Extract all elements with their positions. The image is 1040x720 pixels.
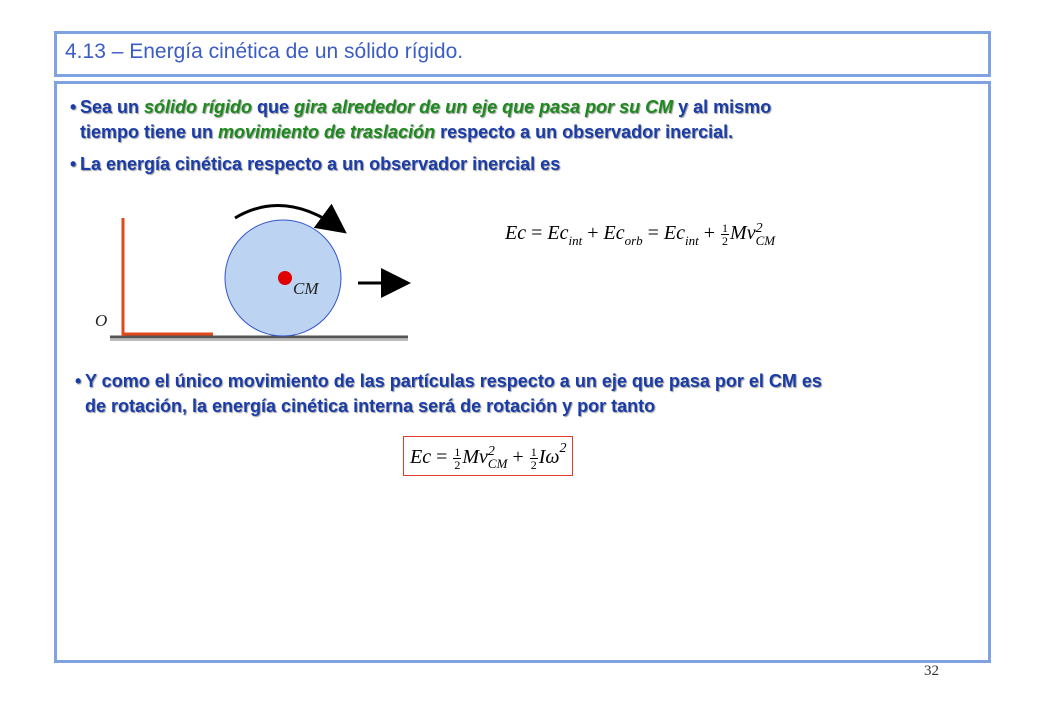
formula-kinetic-energy — [505, 222, 775, 249]
formula-operator: = — [526, 222, 548, 245]
title-box — [54, 31, 991, 77]
bullet-3-text-line-2: de rotación, la energía cinética interna será de rotación y por tanto — [85, 396, 656, 416]
rolling-disk-diagram — [80, 190, 440, 360]
fraction-numerator: 1 — [454, 444, 461, 459]
formula-subscript: CM — [755, 232, 776, 248]
origin-label: O — [95, 311, 108, 330]
formula-subscript: int — [685, 233, 699, 249]
page-number: 32 — [924, 663, 939, 679]
formula-subscript: CM — [487, 456, 508, 472]
bullet-1-highlight-a: sólido rígido — [144, 97, 253, 117]
formula-term: Ec — [603, 222, 625, 245]
fraction-numerator: 1 — [530, 444, 537, 459]
bullet-1-text-c: y al mismo — [673, 97, 772, 117]
formula-term: Mv — [730, 222, 756, 245]
formula-operator: + — [507, 446, 529, 468]
formula-term: Ec — [547, 222, 569, 245]
formula-superscript: 2 — [559, 441, 567, 456]
formula-operator: + — [698, 222, 721, 245]
formula-subscript: int — [568, 233, 583, 249]
fraction-one-half — [721, 222, 729, 247]
bullet-1-text-a: Sea un — [80, 97, 145, 117]
bullet-2-text: La energía cinética respecto a un observador inercial es — [80, 154, 561, 174]
formula-term: Mv — [462, 446, 488, 468]
fraction-denominator: 2 — [722, 234, 729, 248]
bullet-1-text-d: tiempo tiene un — [80, 122, 219, 142]
formula-term: Ec — [505, 222, 527, 245]
fraction-one-half — [530, 446, 538, 471]
cm-label: CM — [293, 279, 319, 298]
bullet-1-text-e: respecto a un observador inercial. — [435, 122, 734, 142]
bullet-1-line-2 — [70, 120, 771, 145]
fraction-numerator: 1 — [722, 221, 729, 235]
formula-operator: = — [642, 222, 664, 245]
fraction-denominator: 2 — [454, 457, 461, 472]
bullet-1-text-b: que — [252, 97, 295, 117]
formula-term: Ec — [663, 222, 686, 245]
bullet-1-highlight-b: gira alrededor de un eje que pasa por su CM — [294, 97, 674, 117]
bullet-dot: • — [70, 97, 77, 117]
bullet-3 — [75, 369, 822, 419]
fraction-one-half — [453, 446, 461, 471]
fraction-denominator: 2 — [530, 457, 537, 472]
formula-operator: = — [431, 446, 453, 468]
bullet-3-text-line-1: Y como el único movimiento de las partículas respecto a un eje que pasa por el CM es — [85, 371, 822, 391]
formula-superscript: 2 — [755, 220, 763, 236]
formula-term: Iω — [538, 446, 560, 468]
page-title: 4.13 – Energía cinética de un sólido rígido. — [65, 40, 464, 63]
bullet-dot: • — [70, 154, 77, 174]
bullet-dot: • — [75, 371, 82, 391]
formula-rigid-body-energy — [403, 436, 573, 476]
formula-superscript: 2 — [487, 444, 495, 460]
formula-term: Ec — [410, 446, 432, 468]
formula-operator: + — [582, 222, 604, 245]
center-of-mass-dot — [278, 271, 292, 285]
bullet-2 — [70, 152, 560, 177]
bullet-1 — [70, 95, 771, 145]
formula-subscript: orb — [624, 233, 643, 249]
bullet-1-highlight-c: movimiento de traslación — [218, 122, 436, 142]
